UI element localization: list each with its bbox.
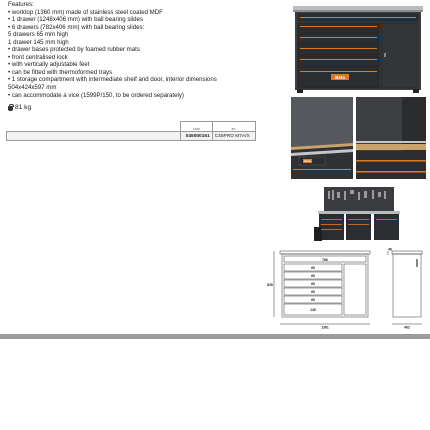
svg-text:Beta: Beta: [304, 159, 311, 164]
dim-label: 65: [311, 266, 315, 270]
brand-logo: Beta: [335, 75, 345, 80]
dim-label-depth: 462: [404, 325, 410, 329]
weight-icon: [8, 104, 13, 111]
dim-label: 766: [322, 258, 328, 262]
table-row[interactable]: [7, 132, 256, 141]
features-line: • worktop (1360 mm) made of stainless steel coated MDF: [8, 8, 163, 16]
product-code[interactable]: 045000161: [181, 132, 212, 141]
code-header: code: [181, 122, 212, 132]
code-table-header: [7, 122, 256, 132]
features-line: • 1 storage compartment with intermediate shelf and door, interior dimensions: [8, 76, 217, 84]
features-line: 504x424x597 mm: [8, 84, 57, 92]
features-line: • 1 drawer (1248x406 mm) with ball bearing slides: [8, 16, 143, 24]
dim-label: 65: [311, 290, 315, 294]
features-line: • 6 drawers (782x406 mm) with ball bearing slides:: [8, 23, 145, 31]
features-line: • drawer bases protected by foamed rubber mats: [8, 46, 140, 54]
dim-label: 65: [311, 274, 315, 278]
features-list: [8, 1, 283, 99]
dim-label-width: 1361: [321, 325, 329, 329]
dim-label: 65: [311, 298, 315, 302]
features-line: • can be fitted with thermoformed trays: [8, 68, 113, 76]
weight-row: [8, 104, 31, 111]
code-table: [6, 121, 256, 141]
features-line: 5 drawers 65 mm high: [8, 31, 69, 39]
dim-label-height: 845: [267, 283, 273, 287]
name-header: art.: [212, 122, 255, 132]
features-line: • can accommodate a vice (1599P/150, to be ordered separately): [8, 91, 184, 99]
technical-drawing-front: [260, 247, 380, 329]
footer-divider: [0, 334, 430, 339]
product-name: C45PRO M7A/X: [212, 132, 255, 141]
product-image: [293, 6, 423, 93]
features-line: • front centralised lock: [8, 53, 68, 61]
weight-value: 81 kg: [15, 104, 32, 111]
features-line: Features:: [8, 1, 34, 8]
empty-cell: [7, 132, 181, 141]
dim-label: 145: [310, 308, 316, 312]
dim-label: 46: [388, 247, 392, 252]
features-line: • with vertically adjustable feet: [8, 61, 90, 69]
features-line: 1 drawer 145 mm high: [8, 38, 69, 46]
detail-image-drawer: [356, 97, 426, 179]
dim-label: 65: [311, 282, 315, 286]
detail-image-worktop: [291, 97, 353, 179]
workshop-image: [314, 183, 404, 243]
technical-drawing-side: [386, 247, 426, 329]
